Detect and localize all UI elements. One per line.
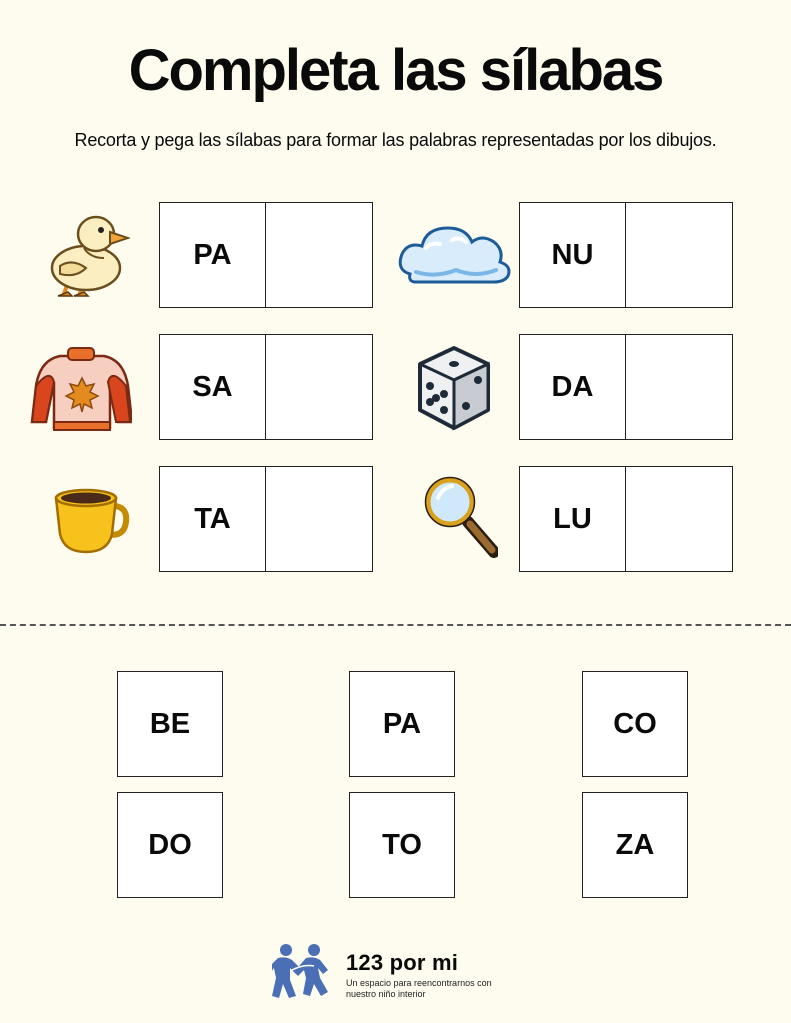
cloud-icon (396, 222, 514, 286)
blank-syllable-slot[interactable] (266, 203, 372, 307)
first-syllable: LU (520, 467, 626, 571)
first-syllable: NU (520, 203, 626, 307)
magnifier-icon (424, 476, 498, 558)
word-box-nube (519, 202, 733, 308)
first-syllable: PA (160, 203, 266, 307)
syllable-card[interactable]: PA (349, 671, 455, 777)
blank-syllable-slot[interactable] (626, 335, 732, 439)
syllable-card[interactable]: CO (582, 671, 688, 777)
first-syllable: TA (160, 467, 266, 571)
dice-icon (414, 344, 494, 432)
cup-icon (52, 486, 130, 554)
syllable-card[interactable]: DO (117, 792, 223, 898)
blank-syllable-slot[interactable] (266, 335, 372, 439)
blank-syllable-slot[interactable] (626, 203, 732, 307)
cut-line (0, 624, 791, 626)
syllable-card[interactable]: TO (349, 792, 455, 898)
first-syllable: DA (520, 335, 626, 439)
sweater-icon (30, 344, 132, 434)
brand-name: 123 por mi (346, 950, 459, 975)
duck-icon (46, 208, 130, 302)
instructions: Recorta y pega las sílabas para formar las palabras representadas por los dibujos. (74, 130, 717, 150)
syllable-card[interactable]: BE (117, 671, 223, 777)
page-title: Completa las sílabas (128, 38, 663, 103)
blank-syllable-slot[interactable] (626, 467, 732, 571)
word-box-saco (159, 334, 373, 440)
children-playing-icon (272, 942, 336, 1000)
syllable-card[interactable]: ZA (582, 792, 688, 898)
word-box-taza (159, 466, 373, 572)
word-box-pato (159, 202, 373, 308)
blank-syllable-slot[interactable] (266, 467, 372, 571)
word-box-dado (519, 334, 733, 440)
first-syllable: SA (160, 335, 266, 439)
brand-tagline: Un espacio para reencontrarnos con nuestro niño interior (346, 978, 492, 999)
word-box-lupa (519, 466, 733, 572)
brand-logo (272, 940, 512, 1002)
